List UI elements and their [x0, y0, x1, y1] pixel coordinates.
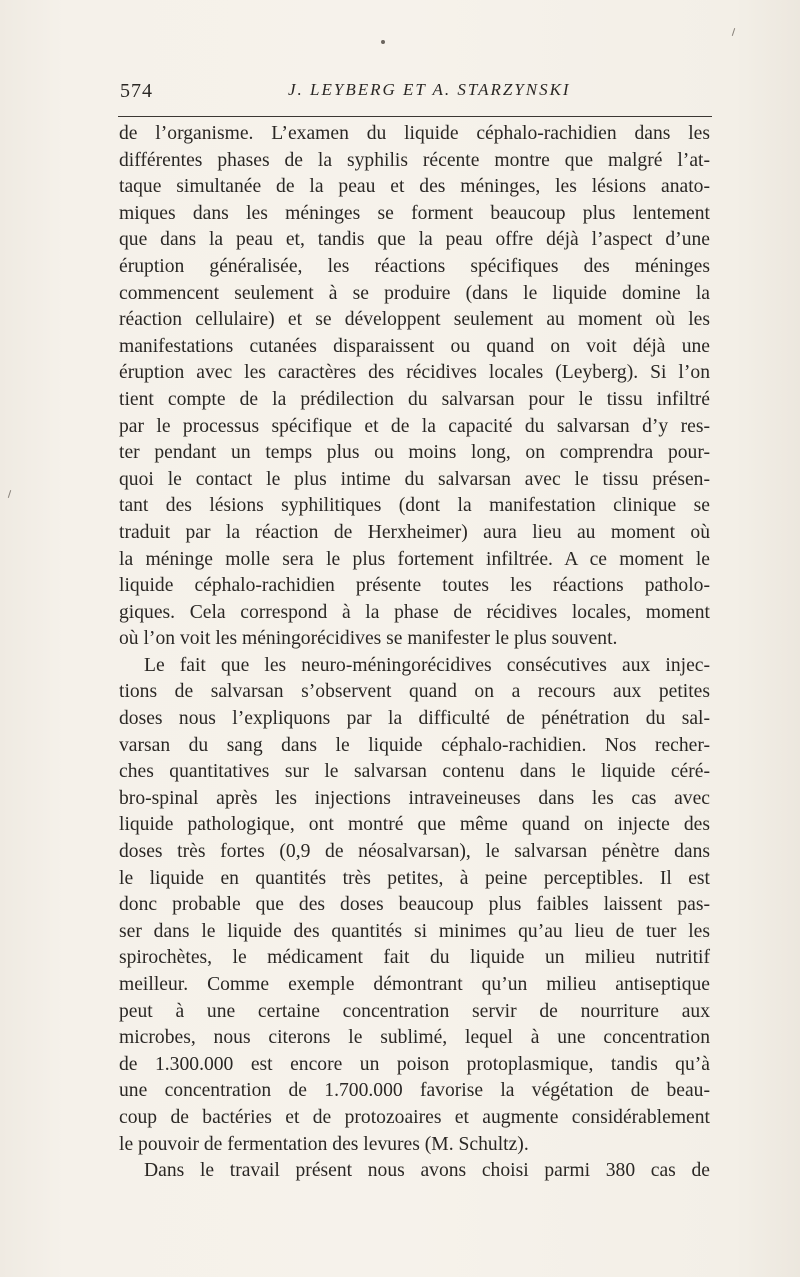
text-line: traduit par la réaction de Herxheimer) aura lieu au moment où	[119, 521, 710, 543]
text-line: que dans la peau et, tandis que la peau offre déjà l’aspect d’une	[119, 229, 710, 251]
text-line: Le fait que les neuro-méningorécidives consécutives aux injec-	[144, 654, 710, 676]
text-line: donc probable que des doses beaucoup plus faibles laissent pas-	[119, 894, 710, 916]
text-line: une concentration de 1.700.000 favorise la végétation de beau-	[119, 1080, 710, 1102]
text-line: doses nous l’expliquons par la difficulté de pénétration du sal-	[119, 708, 710, 730]
text-line: liquide céphalo-rachidien présente toutes les réactions patholo-	[119, 575, 710, 597]
text-line: par le processus spécifique et de la capacité du salvarsan d’y res-	[119, 415, 710, 437]
text-line: giques. Cela correspond à la phase de récidives locales, moment	[119, 601, 710, 623]
text-line: tions de salvarsan s’observent quand on a recours aux petites	[119, 681, 710, 703]
text-line: ser dans le liquide des quantités si minimes qu’au lieu de tuer les	[119, 920, 710, 942]
page-number: 574	[120, 80, 153, 102]
text-line: commencent seulement à se produire (dans le liquide domine la	[119, 282, 710, 304]
text-line: bro-spinal après les injections intraveineuses dans les cas avec	[119, 787, 710, 809]
margin-mark	[732, 28, 735, 36]
header-rule	[118, 116, 712, 117]
text-line: coup de bactéries et de protozoaires et augmente considérablement	[119, 1106, 710, 1128]
text-line: varsan du sang dans le liquide céphalo-rachidien. Nos recher-	[119, 734, 710, 756]
text-line: le pouvoir de fermentation des levures (M. Schultz).	[119, 1133, 529, 1155]
text-line: quoi le contact le plus intime du salvarsan avec le tissu présen-	[119, 468, 710, 490]
text-line: différentes phases de la syphilis récente montre que malgré l’at-	[119, 149, 710, 171]
text-line: meilleur. Comme exemple démontrant qu’un milieu antiseptique	[119, 974, 710, 995]
text-line: spirochètes, le médicament fait du liquide un milieu nutritif	[119, 947, 710, 969]
text-line: tant des lésions syphilitiques (dont la manifestation clinique se	[119, 495, 710, 517]
text-line: réaction cellulaire) et se développent seulement au moment où les	[119, 309, 710, 331]
margin-mark	[8, 490, 11, 498]
text-line: de 1.300.000 est encore un poison protoplasmique, tandis qu’à	[119, 1053, 710, 1075]
running-head: J. LEYBERG ET A. STARZYNSKI	[288, 80, 571, 99]
page-header	[120, 80, 710, 110]
text-line: miques dans les méninges se forment beaucoup plus lentement	[119, 202, 710, 224]
text-line: de l’organisme. L’examen du liquide céphalo-rachidien dans les	[119, 123, 710, 144]
print-speck	[381, 40, 385, 44]
text-line: éruption généralisée, les réactions spécifiques des méninges	[119, 255, 710, 277]
paragraph-2	[119, 653, 710, 1158]
text-line: Dans le travail présent nous avons choisi parmi 380 cas de	[144, 1160, 710, 1182]
text-line: microbes, nous citerons le sublimé, lequel à une concentration	[119, 1027, 710, 1049]
text-line: éruption avec les caractères des récidives locales (Leyberg). Si l’on	[119, 362, 710, 384]
text-line: manifestations cutanées disparaissent ou quand on voit déjà une	[119, 335, 710, 357]
text-line: ches quantitatives sur le salvarsan contenu dans le liquide céré-	[119, 761, 710, 783]
paragraph-3	[119, 1158, 710, 1185]
text-line: doses très fortes (0,9 de néosalvarsan), le salvarsan pénètre dans	[119, 841, 710, 863]
text-line: liquide pathologique, ont montré que même quand on injecte des	[119, 814, 710, 836]
text-line: ter pendant un temps plus ou moins long, on comprendra pour-	[119, 442, 710, 464]
text-line: taque simultanée de la peau et des méninges, les lésions anato-	[119, 176, 710, 198]
text-line: tient compte de la prédilection du salvarsan pour le tissu infiltré	[119, 388, 710, 410]
text-line: peut à une certaine concentration servir de nourriture aux	[119, 1000, 710, 1022]
text-line: la méninge molle sera le plus fortement infiltrée. A ce moment le	[119, 548, 710, 570]
body-text	[119, 121, 710, 1185]
text-line: où l’on voit les méningorécidives se manifester le plus souvent.	[119, 628, 618, 650]
text-line: le liquide en quantités très petites, à peine perceptibles. Il est	[119, 867, 710, 889]
paragraph-1	[119, 121, 710, 653]
